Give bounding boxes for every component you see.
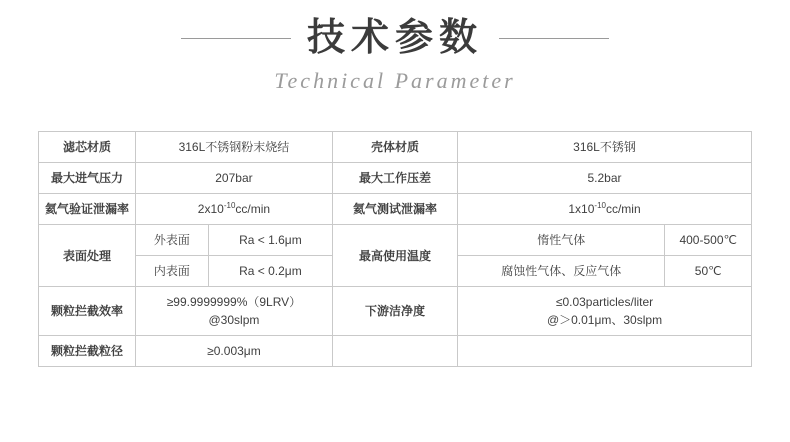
row-value-housing-material: 316L不锈钢 — [458, 132, 752, 163]
title-row — [0, 18, 790, 60]
row-value-particle-size: ≥0.003μm — [135, 336, 332, 367]
max-temperature-inert-value: 400-500℃ — [665, 225, 752, 256]
helium-test-prefix: 1x10 — [568, 202, 595, 216]
max-temperature-corrosive-value: 50℃ — [665, 256, 752, 287]
row-label-helium-test-leak: 氦气测试泄漏率 — [332, 194, 457, 225]
row-value-max-working-dp: 5.2bar — [458, 163, 752, 194]
row-label-max-working-dp: 最大工作压差 — [332, 163, 457, 194]
row-label-downstream-cleanliness: 下游洁净度 — [332, 287, 457, 336]
table-row — [39, 163, 752, 194]
row-label-particle-efficiency: 颗粒拦截效率 — [39, 287, 136, 336]
row-label-helium-verify-leak: 氦气验证泄漏率 — [39, 194, 136, 225]
max-temperature-corrosive-label: 腐蚀性气体、反应气体 — [458, 256, 665, 287]
downstream-cleanliness-line1: ≤0.03particles/liter — [555, 295, 654, 309]
row-label-max-temperature: 最高使用温度 — [332, 225, 457, 287]
helium-verify-suffix: cc/min — [235, 202, 271, 216]
row-empty-cell-left — [332, 336, 457, 367]
row-value-particle-efficiency — [135, 287, 332, 336]
row-value-max-inlet-pressure: 207bar — [135, 163, 332, 194]
title-rule-right — [499, 38, 609, 39]
helium-verify-prefix: 2x10 — [197, 202, 224, 216]
table-row — [39, 287, 752, 336]
row-label-housing-material: 壳体材质 — [332, 132, 457, 163]
table-row — [39, 225, 752, 256]
row-label-filter-material: 滤芯材质 — [39, 132, 136, 163]
row-value-downstream-cleanliness — [458, 287, 752, 336]
table-row — [39, 132, 752, 163]
surface-treatment-inner-label: 内表面 — [135, 256, 208, 287]
table-row — [39, 336, 752, 367]
row-value-helium-test-leak — [458, 194, 752, 225]
particle-efficiency-line1: ≥99.9999999%（9LRV） — [166, 295, 302, 309]
helium-test-suffix: cc/min — [605, 202, 641, 216]
helium-verify-exponent: -10 — [223, 201, 236, 210]
helium-test-exponent: -10 — [594, 201, 606, 210]
title-rule-left — [181, 38, 291, 39]
row-empty-cell-right — [458, 336, 752, 367]
surface-treatment-outer-label: 外表面 — [135, 225, 208, 256]
row-label-max-inlet-pressure: 最大进气压力 — [39, 163, 136, 194]
row-label-particle-size: 颗粒拦截粒径 — [39, 336, 136, 367]
row-value-filter-material: 316L不锈钢粉末烧结 — [135, 132, 332, 163]
surface-treatment-inner-value: Ra < 0.2μm — [208, 256, 332, 287]
page-header — [0, 0, 790, 94]
spec-table — [38, 131, 752, 367]
particle-efficiency-line2: @30slpm — [208, 313, 260, 327]
row-value-helium-verify-leak — [135, 194, 332, 225]
table-row — [39, 194, 752, 225]
downstream-cleanliness-line2: @＞0.01μm、30slpm — [546, 313, 663, 327]
surface-treatment-outer-value: Ra < 1.6μm — [208, 225, 332, 256]
page-title: 技术参数 — [306, 17, 483, 59]
spec-table-wrap — [38, 131, 752, 367]
row-label-surface-treatment: 表面处理 — [39, 225, 136, 287]
page-subtitle: Technical Parameter — [274, 67, 516, 93]
max-temperature-inert-label: 惰性气体 — [458, 225, 665, 256]
